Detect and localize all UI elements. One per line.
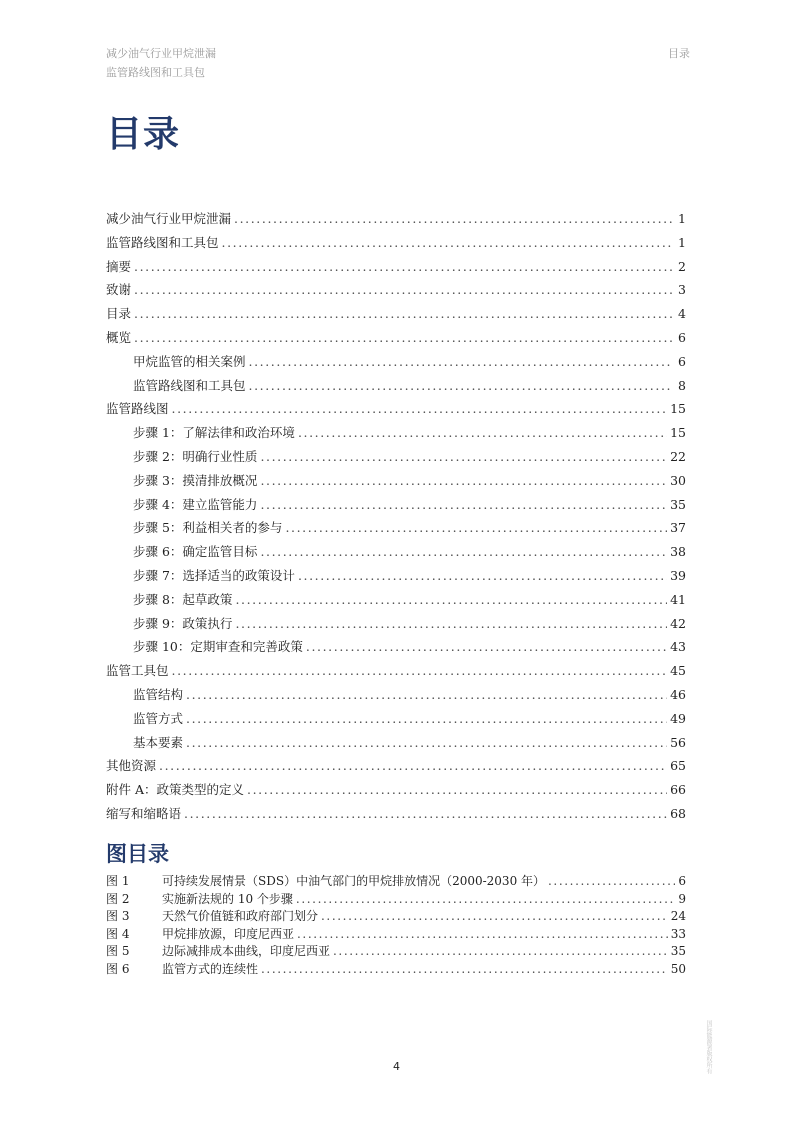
figure-page: 6 — [678, 874, 686, 888]
toc-leader-dots — [134, 278, 673, 302]
toc-entry-label: 步骤 10：定期审查和完善政策 — [133, 639, 303, 655]
toc-entry[interactable] — [106, 659, 686, 683]
toc-entry-label: 概览 — [106, 329, 132, 345]
toc-entry[interactable] — [106, 421, 686, 445]
toc-entry-page: 15 — [670, 401, 686, 417]
toc-entry[interactable] — [106, 683, 686, 707]
toc-entry-label: 目录 — [106, 306, 132, 322]
figure-label: 实施新法规的 10 个步骤 — [162, 891, 293, 906]
toc-entry-page: 43 — [670, 639, 686, 655]
toc-leader-dots — [184, 802, 667, 826]
toc-entry-page: 35 — [670, 496, 686, 512]
toc-leader-dots — [186, 731, 667, 755]
table-of-contents — [106, 207, 686, 826]
toc-entry[interactable] — [106, 397, 686, 421]
figure-leader-dots — [297, 926, 668, 944]
toc-entry-label: 步骤 5：利益相关者的参与 — [133, 520, 283, 536]
toc-leader-dots — [306, 635, 667, 659]
toc-entry-page: 1 — [678, 234, 686, 250]
toc-entry-page: 4 — [678, 306, 686, 322]
toc-entry[interactable] — [106, 516, 686, 540]
figure-leader-dots — [296, 891, 675, 909]
toc-entry-label: 步骤 3：摸清排放概况 — [133, 472, 258, 488]
toc-entry-label: 摘要 — [106, 258, 132, 274]
toc-leader-dots — [134, 302, 673, 326]
toc-entry-page: 30 — [670, 472, 686, 488]
toc-entry-page: 8 — [678, 377, 686, 393]
toc-entry[interactable] — [106, 778, 686, 802]
toc-entry[interactable] — [106, 302, 686, 326]
figure-label: 边际减排成本曲线，印度尼西亚 — [162, 944, 331, 959]
toc-leader-dots — [260, 540, 667, 564]
toc-entry[interactable] — [106, 326, 686, 350]
toc-entry-page: 1 — [678, 211, 686, 226]
toc-leader-dots — [249, 350, 673, 374]
figure-page: 9 — [678, 891, 686, 906]
toc-entry-label: 监管方式 — [133, 710, 184, 726]
toc-entry-page: 42 — [670, 615, 686, 631]
toc-entry[interactable] — [106, 255, 686, 279]
toc-entry-page: 49 — [670, 710, 686, 726]
toc-entry-label: 监管结构 — [133, 686, 184, 702]
toc-leader-dots — [249, 374, 673, 398]
figure-number: 图 3 — [106, 909, 130, 924]
toc-entry[interactable] — [106, 612, 686, 636]
figure-number: 图 1 — [106, 874, 130, 888]
toc-entry-page: 46 — [670, 686, 686, 702]
toc-entry-label: 基本要素 — [133, 734, 184, 750]
toc-entry-page: 56 — [670, 734, 686, 750]
figure-page: 50 — [670, 961, 686, 976]
toc-entry[interactable] — [106, 445, 686, 469]
toc-entry-label: 缩写和缩略语 — [106, 805, 182, 821]
toc-entry-label: 步骤 2：明确行业性质 — [133, 448, 258, 464]
toc-entry-page: 45 — [670, 663, 686, 679]
toc-entry[interactable] — [106, 350, 686, 374]
figures-list — [106, 873, 686, 979]
header-section: 目录 — [668, 47, 690, 60]
toc-entry-page: 15 — [670, 425, 686, 441]
toc-entry[interactable] — [106, 493, 686, 517]
toc-leader-dots — [186, 707, 667, 731]
toc-leader-dots — [285, 516, 667, 540]
toc-leader-dots — [235, 588, 667, 612]
figure-leader-dots — [261, 961, 668, 979]
toc-entry-label: 步骤 8：起草政策 — [133, 591, 233, 607]
figure-number: 图 5 — [106, 944, 130, 959]
toc-entry-label: 减少油气行业甲烷泄漏 — [106, 211, 232, 226]
toc-entry-label: 监管路线图和工具包 — [133, 377, 246, 393]
toc-leader-dots — [298, 421, 667, 445]
toc-leader-dots — [172, 659, 668, 683]
toc-entry-page: 3 — [678, 282, 686, 298]
figure-page: 33 — [670, 926, 686, 941]
toc-entry-label: 甲烷监管的相关案例 — [133, 353, 246, 369]
toc-entry-label: 其他资源 — [106, 758, 157, 774]
toc-leader-dots — [134, 255, 673, 279]
figure-entry[interactable] — [106, 943, 686, 961]
figures-list-title: 图目录 — [106, 842, 169, 866]
toc-entry-label: 监管路线图 — [106, 401, 169, 417]
page-title: 目录 — [106, 114, 181, 155]
toc-entry-page: 2 — [678, 258, 686, 274]
figure-number: 图 6 — [106, 961, 130, 976]
toc-entry[interactable] — [106, 731, 686, 755]
toc-leader-dots — [222, 231, 673, 255]
figure-leader-dots — [548, 873, 675, 891]
figure-label: 甲烷排放源，印度尼西亚 — [162, 926, 295, 941]
toc-entry[interactable] — [106, 754, 686, 778]
copyright-watermark: 国际能源署版权所有 — [705, 1020, 712, 1074]
toc-leader-dots — [186, 683, 667, 707]
figure-number: 图 4 — [106, 926, 130, 941]
figure-leader-dots — [321, 908, 668, 926]
toc-entry-page: 65 — [670, 758, 686, 774]
toc-entry-page: 6 — [678, 329, 686, 345]
figure-entry[interactable] — [106, 908, 686, 926]
toc-entry-label: 监管工具包 — [106, 663, 169, 679]
toc-entry[interactable] — [106, 374, 686, 398]
toc-entry-page: 38 — [670, 544, 686, 560]
page-number: 4 — [393, 1060, 400, 1073]
toc-entry-label: 步骤 9：政策执行 — [133, 615, 233, 631]
running-header — [106, 44, 216, 82]
toc-entry[interactable] — [106, 588, 686, 612]
figure-entry[interactable] — [106, 891, 686, 909]
toc-leader-dots — [260, 445, 667, 469]
figure-label: 监管方式的连续性 — [162, 961, 259, 976]
figure-page: 35 — [670, 944, 686, 959]
toc-entry[interactable] — [106, 207, 686, 231]
figure-label: 可持续发展情景（SDS）中油气部门的甲烷排放情况（2000-2030 年） — [162, 874, 546, 888]
toc-leader-dots — [298, 564, 667, 588]
toc-entry[interactable] — [106, 469, 686, 493]
toc-entry-page: 41 — [670, 591, 686, 607]
toc-leader-dots — [172, 397, 668, 421]
figure-page: 24 — [670, 909, 686, 924]
figure-entry[interactable] — [106, 926, 686, 944]
figure-entry[interactable] — [106, 961, 686, 979]
toc-entry-page: 22 — [670, 448, 686, 464]
toc-entry[interactable] — [106, 707, 686, 731]
toc-entry-label: 致谢 — [106, 282, 132, 298]
toc-entry[interactable] — [106, 231, 686, 255]
toc-entry[interactable] — [106, 564, 686, 588]
toc-entry-label: 步骤 6：确定监管目标 — [133, 544, 258, 560]
toc-entry[interactable] — [106, 278, 686, 302]
toc-leader-dots — [247, 778, 667, 802]
figure-number: 图 2 — [106, 891, 130, 906]
toc-entry-label: 步骤 4：建立监管能力 — [133, 496, 258, 512]
toc-leader-dots — [134, 326, 673, 350]
toc-leader-dots — [260, 469, 667, 493]
toc-entry-page: 6 — [678, 353, 686, 369]
header-line-2: 监管路线图和工具包 — [106, 66, 205, 79]
figure-entry[interactable] — [106, 873, 686, 891]
toc-entry-page: 68 — [670, 805, 686, 821]
figure-label: 天然气价值链和政府部门划分 — [162, 909, 319, 924]
toc-entry-page: 66 — [670, 782, 686, 798]
toc-entry[interactable] — [106, 635, 686, 659]
toc-leader-dots — [260, 493, 667, 517]
toc-leader-dots — [234, 207, 673, 231]
toc-leader-dots — [235, 612, 667, 636]
toc-entry-page: 39 — [670, 567, 686, 583]
header-line-1: 减少油气行业甲烷泄漏 — [106, 47, 216, 60]
toc-leader-dots — [159, 754, 667, 778]
toc-entry-label: 步骤 7：选择适当的政策设计 — [133, 567, 295, 583]
toc-entry-page: 37 — [670, 520, 686, 536]
toc-entry[interactable] — [106, 802, 686, 826]
toc-entry-label: 步骤 1：了解法律和政治环境 — [133, 425, 295, 441]
toc-entry-label: 监管路线图和工具包 — [106, 234, 219, 250]
toc-entry[interactable] — [106, 540, 686, 564]
figure-leader-dots — [333, 943, 668, 961]
toc-entry-label: 附件 A：政策类型的定义 — [106, 782, 245, 798]
